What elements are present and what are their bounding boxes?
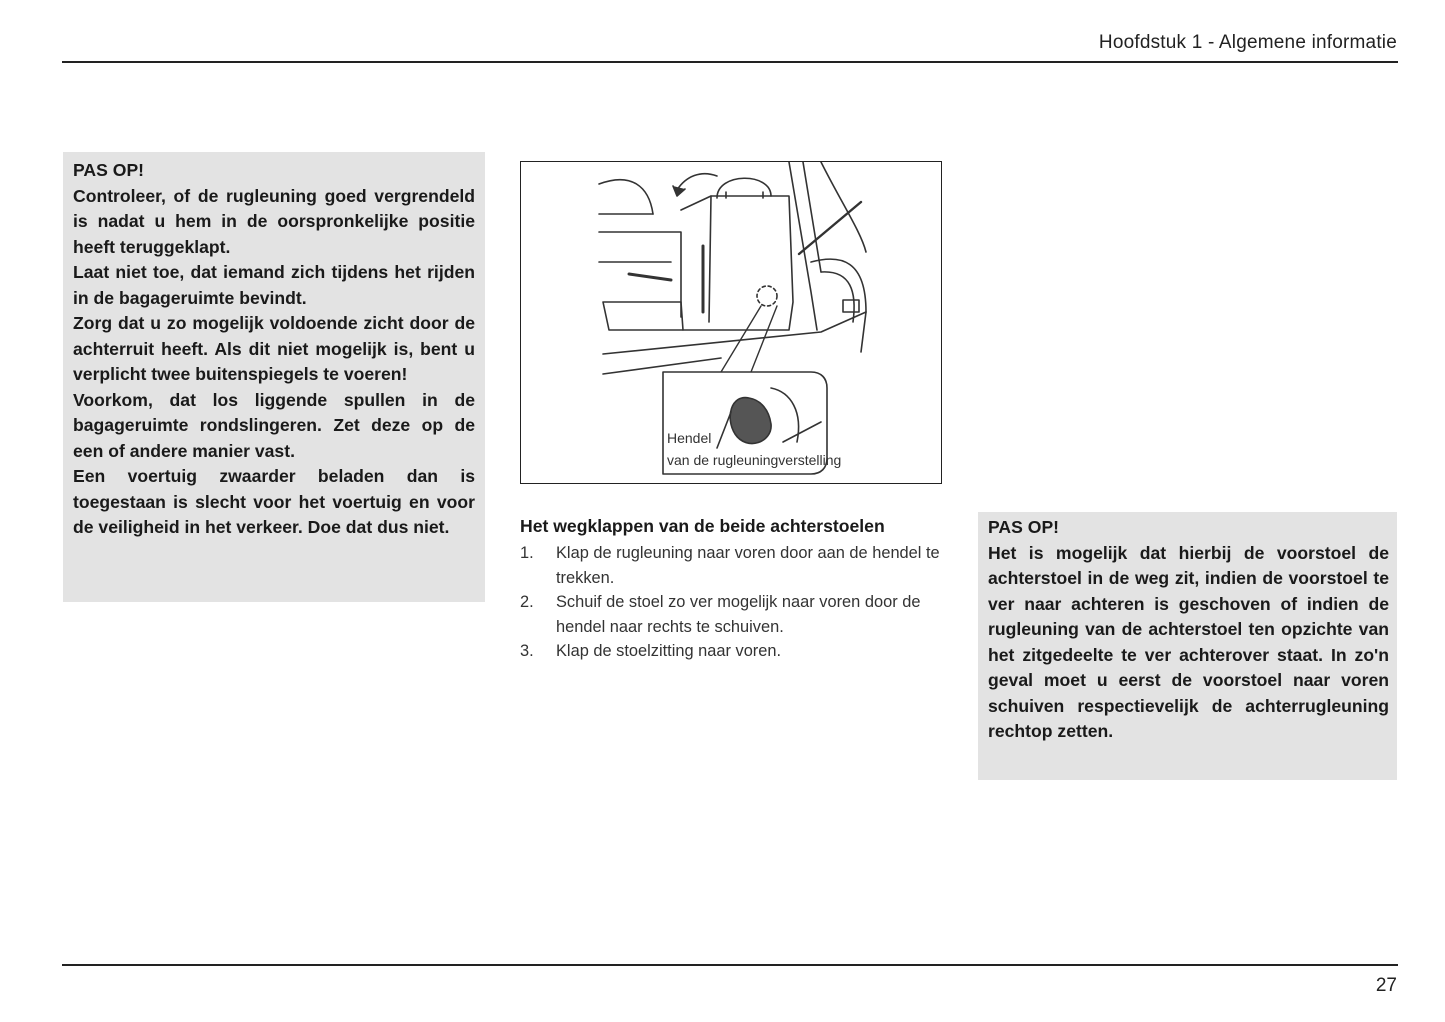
header-divider [62,61,1398,63]
fold-arrow-head [673,186,685,196]
seat-strap [629,274,671,280]
page-number: 27 [1375,975,1397,996]
roof-curve [821,162,866,252]
seat-cushion [603,302,683,330]
side-trim [811,259,866,352]
callout-lever-sublabel: van de rugleuningverstelling [667,452,842,468]
step-text: Schuif de stoel zo ver mogelijk naar voren door de hendel naar rechts te schuiven. [556,593,921,636]
steps-list [520,541,950,664]
fold-arrow-curve [677,174,717,190]
wheel-arch [821,272,854,322]
rear-seat-illustration [520,161,942,484]
warning-paragraph: Zorg dat u zo mogelijk voldoende zicht door de achterruit heeft. Als dit niet mogelijk is, bent u verplicht twee buitenspiegels te voeren! [73,313,475,384]
warning-paragraph: Het is mogelijk dat hierbij de voorstoel de achterstoel in de weg zit, indien de voorstoel te ver naar achteren is geschoven of indien de rugleuning van de achterstoel ten opzichte van het zitgedeelte te ver achterover staat. In zo'n geval moet u eerst de voorstoel naar voren schuiven respectievelijk de achterrugleuning rechtop zetten. [988,542,1389,741]
warning-box-left [63,152,485,602]
warning-paragraph: Een voertuig zwaarder beladen dan is toegestaan is slecht voor het voertuig en voor de veiligheid in het verkeer. Doe dat dus niet. [73,466,475,537]
warning-title: PAS OP! [988,517,1060,537]
seat-drawing [521,162,942,484]
step-number: 1. [520,544,534,562]
list-item [520,541,950,590]
rear-seatback-side [709,196,711,322]
warning-paragraph: Controleer, of de rugleuning goed vergrendeld is nadat u hem in de oorspronkelijke positie heeft teruggeklapt. [73,185,475,257]
warning-paragraph: Voorkom, dat los liggende spullen in de bagageruimte rondslingeren. Zet deze op de een of andere manier vast. [73,389,475,461]
list-item [520,639,950,664]
callout-lever-label: Hendel [667,430,712,446]
step-number: 3. [520,642,534,660]
warning-title: PAS OP! [73,160,145,180]
seatbelt [799,202,861,254]
pillar-edge [803,162,821,272]
chapter-title: Hoofdstuk 1 - Algemene informatie [1098,32,1397,53]
left-headrest-outline [599,180,653,214]
step-text: Klap de rugleuning naar voren door aan de hendel te trekken. [556,544,940,587]
list-item [520,590,950,639]
highlight-circle [757,286,777,306]
warning-box-right [978,512,1397,780]
footer-divider [62,964,1398,966]
headrest-posts [726,192,763,198]
warning-paragraph: Laat niet toe, dat iemand zich tijdens het rijden in de bagageruimte bevindt. [73,262,475,308]
trim-latch [843,300,859,312]
step-number: 2. [520,593,534,611]
section-heading: Het wegklappen van de beide achterstoelen [520,516,885,536]
floor-edge [603,312,866,354]
step-text: Klap de stoelzitting naar voren. [556,642,782,660]
